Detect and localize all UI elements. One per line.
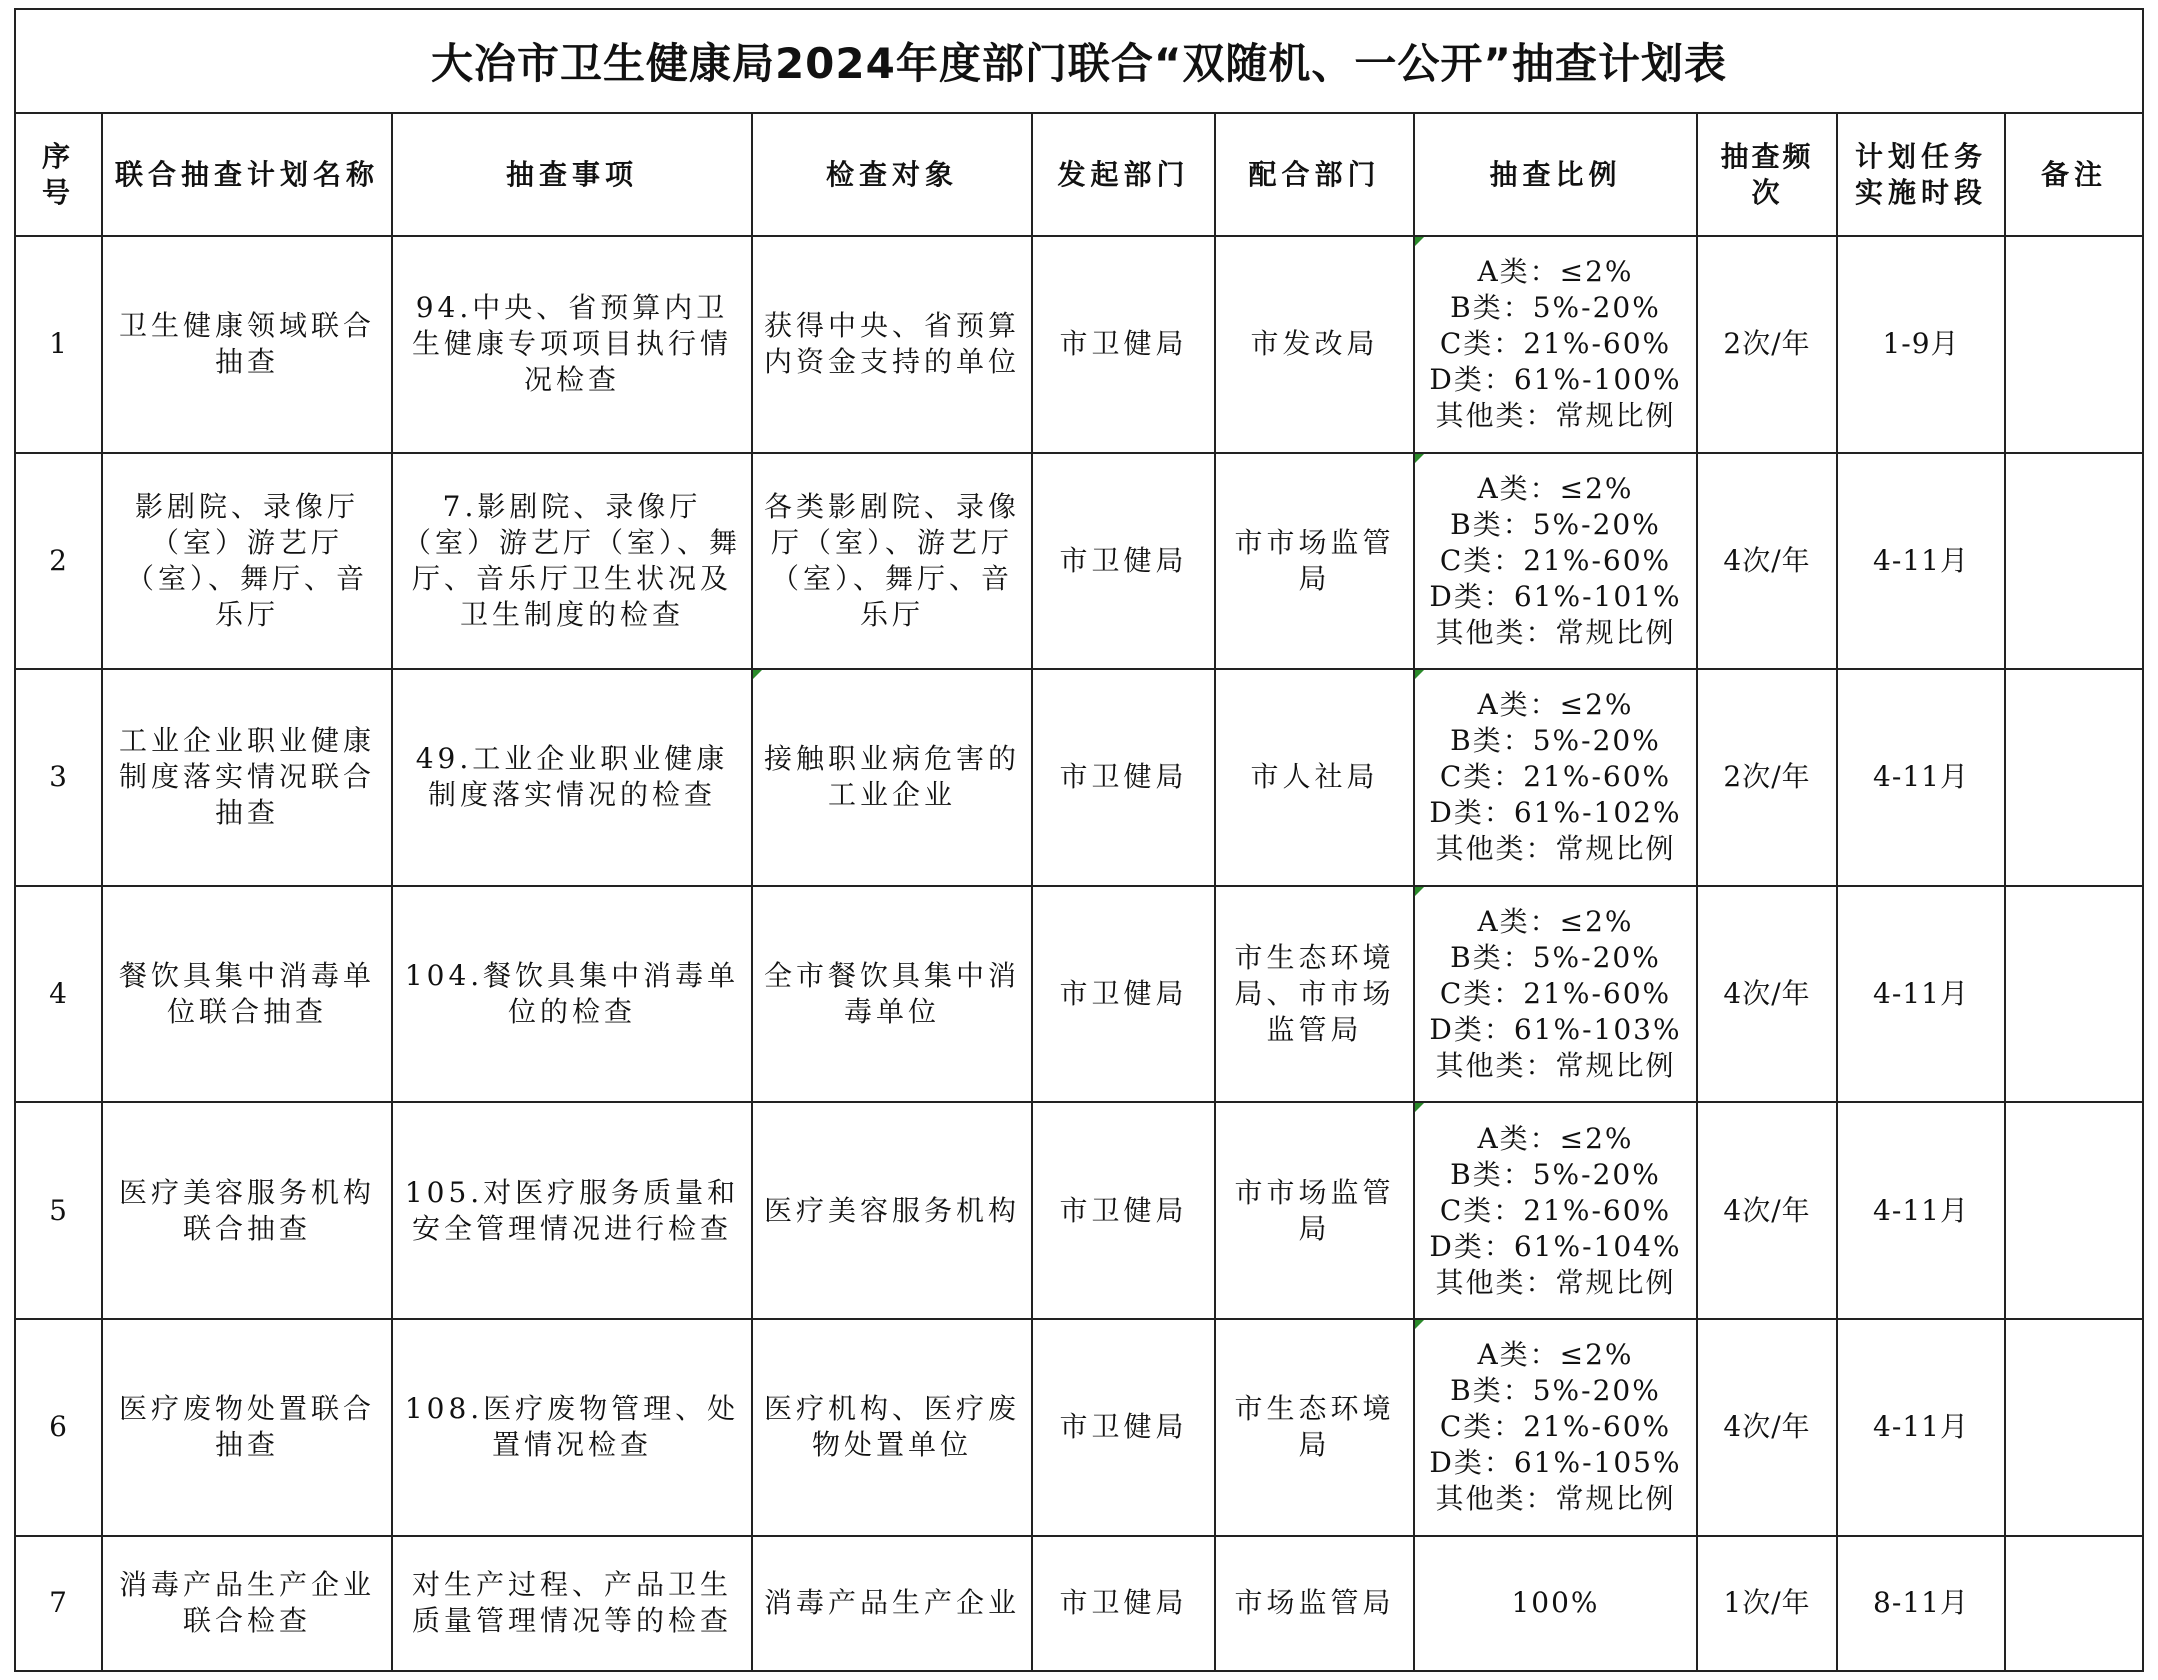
period-cell: 4-11月 — [1837, 1102, 2005, 1319]
ratio-line: 其他类：常规比例 — [1435, 399, 1676, 433]
table-row — [16, 236, 2142, 453]
header-item: 抽查事项 — [392, 114, 752, 236]
inspection-plan-table — [16, 114, 2142, 1670]
item-cell: 105.对医疗服务质量和安全管理情况进行检查 — [392, 1102, 752, 1319]
ratio-line: D类：61%-104% — [1429, 1229, 1682, 1263]
ratio-line: C类：21%-60% — [1439, 1193, 1672, 1227]
seq-cell: 7 — [16, 1536, 102, 1670]
period-cell: 1-9月 — [1837, 236, 2005, 453]
header-seq: 序号 — [16, 114, 102, 236]
ratio-cell — [1414, 886, 1697, 1103]
header-initiator: 发起部门 — [1032, 114, 1215, 236]
ratio-lines — [1425, 1121, 1686, 1301]
initiator-cell: 市卫健局 — [1032, 1102, 1215, 1319]
ratio-line: B类：5%-20% — [1450, 724, 1661, 758]
initiator-cell: 市卫健局 — [1032, 1319, 1215, 1536]
plan-name-cell: 消毒产品生产企业联合检查 — [102, 1536, 392, 1670]
item-cell: 7.影剧院、录像厅（室）游艺厅（室）、舞厅、音乐厅卫生状况及卫生制度的检查 — [392, 453, 752, 670]
header-period-line1: 计划任务 — [1854, 139, 1987, 173]
cell-comment-marker-icon — [753, 670, 762, 679]
ratio-line: A类：≤2% — [1477, 255, 1634, 289]
table-row — [16, 1319, 2142, 1536]
ratio-line: B类：5%-20% — [1450, 941, 1661, 975]
target-cell: 全市餐饮具集中消毒单位 — [752, 886, 1032, 1103]
ratio-line: 其他类：常规比例 — [1435, 1265, 1676, 1299]
remark-cell — [2005, 886, 2142, 1103]
header-cooperator: 配合部门 — [1215, 114, 1414, 236]
plan-name-cell: 工业企业职业健康制度落实情况联合抽查 — [102, 669, 392, 886]
frequency-cell: 4次/年 — [1697, 1319, 1837, 1536]
seq-cell: 4 — [16, 886, 102, 1103]
frequency-cell: 2次/年 — [1697, 669, 1837, 886]
ratio-cell — [1414, 1319, 1697, 1536]
ratio-line: C类：21%-60% — [1439, 977, 1672, 1011]
plan-name-cell: 影剧院、录像厅（室）游艺厅（室）、舞厅、音乐厅 — [102, 453, 392, 670]
cooperator-cell: 市生态环境局 — [1215, 1319, 1414, 1536]
ratio-line: C类：21%-60% — [1439, 1410, 1672, 1444]
ratio-line: D类：61%-101% — [1429, 579, 1682, 613]
period-cell: 4-11月 — [1837, 1319, 2005, 1536]
ratio-line: 其他类：常规比例 — [1435, 1482, 1676, 1516]
ratio-cell — [1414, 1536, 1697, 1670]
ratio-line: B类：5%-20% — [1450, 1157, 1661, 1191]
item-cell: 94.中央、省预算内卫生健康专项项目执行情况检查 — [392, 236, 752, 453]
table-row — [16, 669, 2142, 886]
ratio-lines — [1425, 1337, 1686, 1517]
table-row — [16, 1102, 2142, 1319]
target-cell: 各类影剧院、录像厅（室）、游艺厅（室）、舞厅、音乐厅 — [752, 453, 1032, 670]
frequency-cell: 4次/年 — [1697, 886, 1837, 1103]
period-cell: 4-11月 — [1837, 669, 2005, 886]
target-cell: 接触职业病危害的工业企业 — [752, 669, 1032, 886]
item-cell: 对生产过程、产品卫生质量管理情况等的检查 — [392, 1536, 752, 1670]
ratio-cell — [1414, 669, 1697, 886]
header-row — [16, 114, 2142, 236]
header-plan-name: 联合抽查计划名称 — [102, 114, 392, 236]
seq-cell: 2 — [16, 453, 102, 670]
target-cell: 获得中央、省预算内资金支持的单位 — [752, 236, 1032, 453]
target-cell: 医疗美容服务机构 — [752, 1102, 1032, 1319]
item-cell: 49.工业企业职业健康制度落实情况的检查 — [392, 669, 752, 886]
ratio-line: C类：21%-60% — [1439, 327, 1672, 361]
remark-cell — [2005, 1536, 2142, 1670]
cell-comment-marker-icon — [1415, 237, 1424, 246]
cooperator-cell: 市发改局 — [1215, 236, 1414, 453]
remark-cell — [2005, 453, 2142, 670]
target-cell: 消毒产品生产企业 — [752, 1536, 1032, 1670]
remark-cell — [2005, 1102, 2142, 1319]
ratio-line: 其他类：常规比例 — [1435, 615, 1676, 649]
remark-cell — [2005, 669, 2142, 886]
ratio-line: B类：5%-20% — [1450, 1374, 1661, 1408]
seq-cell: 1 — [16, 236, 102, 453]
cooperator-cell: 市人社局 — [1215, 669, 1414, 886]
cooperator-cell: 市市场监管局 — [1215, 1102, 1414, 1319]
initiator-cell: 市卫健局 — [1032, 236, 1215, 453]
initiator-cell: 市卫健局 — [1032, 669, 1215, 886]
ratio-line: 其他类：常规比例 — [1435, 832, 1676, 866]
ratio-line: C类：21%-60% — [1439, 543, 1672, 577]
frequency-cell: 4次/年 — [1697, 453, 1837, 670]
ratio-lines — [1425, 687, 1686, 867]
header-period-line2: 实施时段 — [1854, 175, 1987, 209]
header-period — [1837, 114, 2005, 236]
ratio-lines — [1425, 1585, 1686, 1621]
item-cell: 104.餐饮具集中消毒单位的检查 — [392, 886, 752, 1103]
ratio-lines — [1425, 904, 1686, 1084]
plan-table-frame — [14, 8, 2144, 1672]
ratio-line: A类：≤2% — [1477, 471, 1634, 505]
cell-comment-marker-icon — [1415, 454, 1424, 463]
seq-cell: 6 — [16, 1319, 102, 1536]
ratio-line: D类：61%-100% — [1429, 363, 1682, 397]
cooperator-cell: 市市场监管局 — [1215, 453, 1414, 670]
plan-name-cell: 餐饮具集中消毒单位联合抽查 — [102, 886, 392, 1103]
period-cell: 4-11月 — [1837, 453, 2005, 670]
plan-name-cell: 卫生健康领域联合抽查 — [102, 236, 392, 453]
header-ratio: 抽查比例 — [1414, 114, 1697, 236]
ratio-line: C类：21%-60% — [1439, 760, 1672, 794]
seq-cell: 3 — [16, 669, 102, 886]
cell-comment-marker-icon — [1415, 1103, 1424, 1112]
seq-cell: 5 — [16, 1102, 102, 1319]
plan-name-cell: 医疗废物处置联合抽查 — [102, 1319, 392, 1536]
cooperator-cell: 市生态环境局、市市场监管局 — [1215, 886, 1414, 1103]
ratio-cell — [1414, 236, 1697, 453]
cell-comment-marker-icon — [1415, 887, 1424, 896]
header-remark: 备注 — [2005, 114, 2142, 236]
table-row — [16, 1536, 2142, 1670]
ratio-line: A类：≤2% — [1477, 688, 1634, 722]
target-cell: 医疗机构、医疗废物处置单位 — [752, 1319, 1032, 1536]
cell-comment-marker-icon — [1415, 670, 1424, 679]
ratio-line: 其他类：常规比例 — [1435, 1049, 1676, 1083]
ratio-line: D类：61%-103% — [1429, 1013, 1682, 1047]
ratio-line: D类：61%-105% — [1429, 1446, 1682, 1480]
table-body — [16, 236, 2142, 1670]
ratio-line: B类：5%-20% — [1450, 291, 1661, 325]
ratio-lines — [1425, 254, 1686, 434]
ratio-line: D类：61%-102% — [1429, 796, 1682, 830]
ratio-line: A类：≤2% — [1477, 1121, 1634, 1155]
remark-cell — [2005, 1319, 2142, 1536]
ratio-line: 100% — [1511, 1586, 1600, 1620]
plan-name-cell: 医疗美容服务机构联合抽查 — [102, 1102, 392, 1319]
ratio-line: A类：≤2% — [1477, 1338, 1634, 1372]
remark-cell — [2005, 236, 2142, 453]
ratio-line: B类：5%-20% — [1450, 507, 1661, 541]
header-target: 检查对象 — [752, 114, 1032, 236]
cell-comment-marker-icon — [1415, 1320, 1424, 1329]
ratio-cell — [1414, 1102, 1697, 1319]
frequency-cell: 4次/年 — [1697, 1102, 1837, 1319]
cooperator-cell: 市场监管局 — [1215, 1536, 1414, 1670]
ratio-line: A类：≤2% — [1477, 905, 1634, 939]
initiator-cell: 市卫健局 — [1032, 1536, 1215, 1670]
header-frequency: 抽查频次 — [1697, 114, 1837, 236]
initiator-cell: 市卫健局 — [1032, 886, 1215, 1103]
frequency-cell: 2次/年 — [1697, 236, 1837, 453]
frequency-cell: 1次/年 — [1697, 1536, 1837, 1670]
period-cell: 8-11月 — [1837, 1536, 2005, 1670]
table-row — [16, 886, 2142, 1103]
item-cell: 108.医疗废物管理、处置情况检查 — [392, 1319, 752, 1536]
table-row — [16, 453, 2142, 670]
initiator-cell: 市卫健局 — [1032, 453, 1215, 670]
period-cell: 4-11月 — [1837, 886, 2005, 1103]
document-title: 大冶市卫生健康局2024年度部门联合“双随机、一公开”抽查计划表 — [16, 10, 2142, 114]
ratio-lines — [1425, 471, 1686, 651]
ratio-cell — [1414, 453, 1697, 670]
